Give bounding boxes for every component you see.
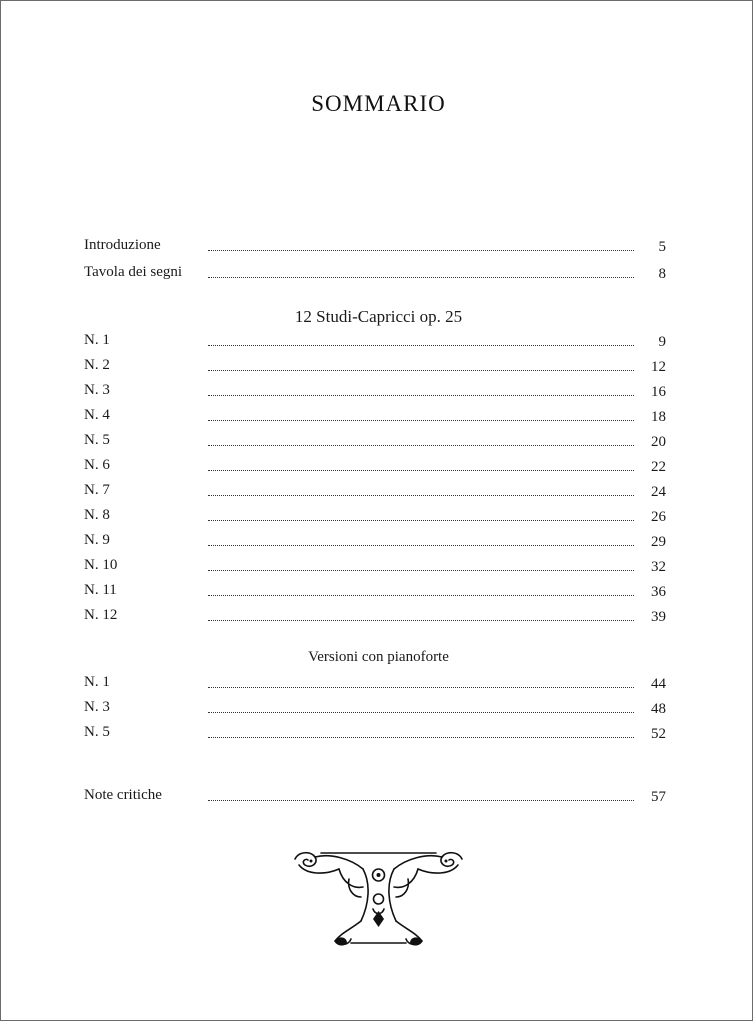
toc-entry: [84, 432, 666, 452]
toc-entry-page: 57: [651, 789, 666, 805]
toc-entry-label: N. 1: [84, 674, 110, 690]
dot-leader: [208, 445, 634, 446]
dot-leader: [208, 345, 634, 346]
toc-entry-label: N. 7: [84, 482, 110, 498]
toc-entry: [84, 507, 666, 527]
toc-entry-label: N. 8: [84, 507, 110, 523]
toc-entry-label: N. 5: [84, 432, 110, 448]
dot-leader: [208, 595, 634, 596]
toc-entry: [84, 674, 666, 694]
dot-leader: [208, 800, 634, 801]
toc-entry-label: N. 5: [84, 724, 110, 740]
dot-leader: [208, 250, 634, 251]
toc-entry-page: 16: [651, 384, 666, 400]
toc-entry-label: N. 10: [84, 557, 118, 573]
toc-entry-label: N. 2: [84, 357, 110, 373]
dot-leader: [208, 395, 634, 396]
toc-entry: [84, 557, 666, 577]
toc-entry-page: 20: [651, 434, 666, 450]
toc-entry: [84, 482, 666, 502]
toc-entry-note-critiche: [84, 787, 666, 807]
toc-entry-page: 26: [651, 509, 666, 525]
toc-entry-page: 39: [651, 609, 666, 625]
dot-leader: [208, 737, 634, 738]
toc-entry: [84, 382, 666, 402]
toc-entry: [84, 582, 666, 602]
dot-leader: [208, 495, 634, 496]
page-title: SOMMARIO: [311, 91, 446, 116]
toc-entry-label: N. 4: [84, 407, 110, 423]
toc-entry-page: 48: [651, 701, 666, 717]
dot-leader: [208, 712, 634, 713]
toc-entry-tavola: [84, 264, 666, 284]
dot-leader: [208, 370, 634, 371]
toc-entry: [84, 332, 666, 352]
decorative-ornament-icon: [291, 849, 466, 949]
toc-entry: [84, 724, 666, 744]
section-heading-versioni: Versioni con pianoforte: [308, 649, 449, 665]
dot-leader: [208, 545, 634, 546]
toc-entry-introduzione: [84, 237, 666, 257]
toc-entry: [84, 357, 666, 377]
toc-entry: [84, 532, 666, 552]
toc-entry-label: N. 6: [84, 457, 110, 473]
toc-entry-page: 18: [651, 409, 666, 425]
toc-entry-page: 8: [658, 266, 666, 282]
dot-leader: [208, 470, 634, 471]
toc-entry-page: 5: [658, 239, 666, 255]
toc-entry-page: 36: [651, 584, 666, 600]
toc-entry-label: N. 1: [84, 332, 110, 348]
toc-entry: [84, 407, 666, 427]
toc-entry-page: 44: [651, 676, 666, 692]
toc-entry-page: 52: [651, 726, 666, 742]
section-heading-studi: 12 Studi-Capricci op. 25: [294, 307, 463, 326]
toc-entry-page: 32: [651, 559, 666, 575]
toc-entry-label: N. 9: [84, 532, 110, 548]
toc-entry-label: N. 11: [84, 582, 117, 598]
toc-entry-page: 24: [651, 484, 666, 500]
toc-entry: [84, 607, 666, 627]
toc-entry-label: N. 3: [84, 699, 110, 715]
toc-entry-label: Note critiche: [84, 787, 162, 803]
dot-leader: [208, 620, 634, 621]
toc-entry-label: N. 12: [84, 607, 118, 623]
toc-entry: [84, 699, 666, 719]
toc-entry-label: Tavola dei segni: [84, 264, 183, 280]
toc-entry-page: 22: [651, 459, 666, 475]
toc-entry-page: 29: [651, 534, 666, 550]
dot-leader: [208, 277, 634, 278]
toc-entry-page: 12: [651, 359, 666, 375]
dot-leader: [208, 520, 634, 521]
toc-entry-page: 9: [658, 334, 666, 350]
dot-leader: [208, 420, 634, 421]
dot-leader: [208, 570, 634, 571]
dot-leader: [208, 687, 634, 688]
toc-entry-label: Introduzione: [84, 237, 161, 253]
toc-entry-label: N. 3: [84, 382, 110, 398]
toc-entry: [84, 457, 666, 477]
